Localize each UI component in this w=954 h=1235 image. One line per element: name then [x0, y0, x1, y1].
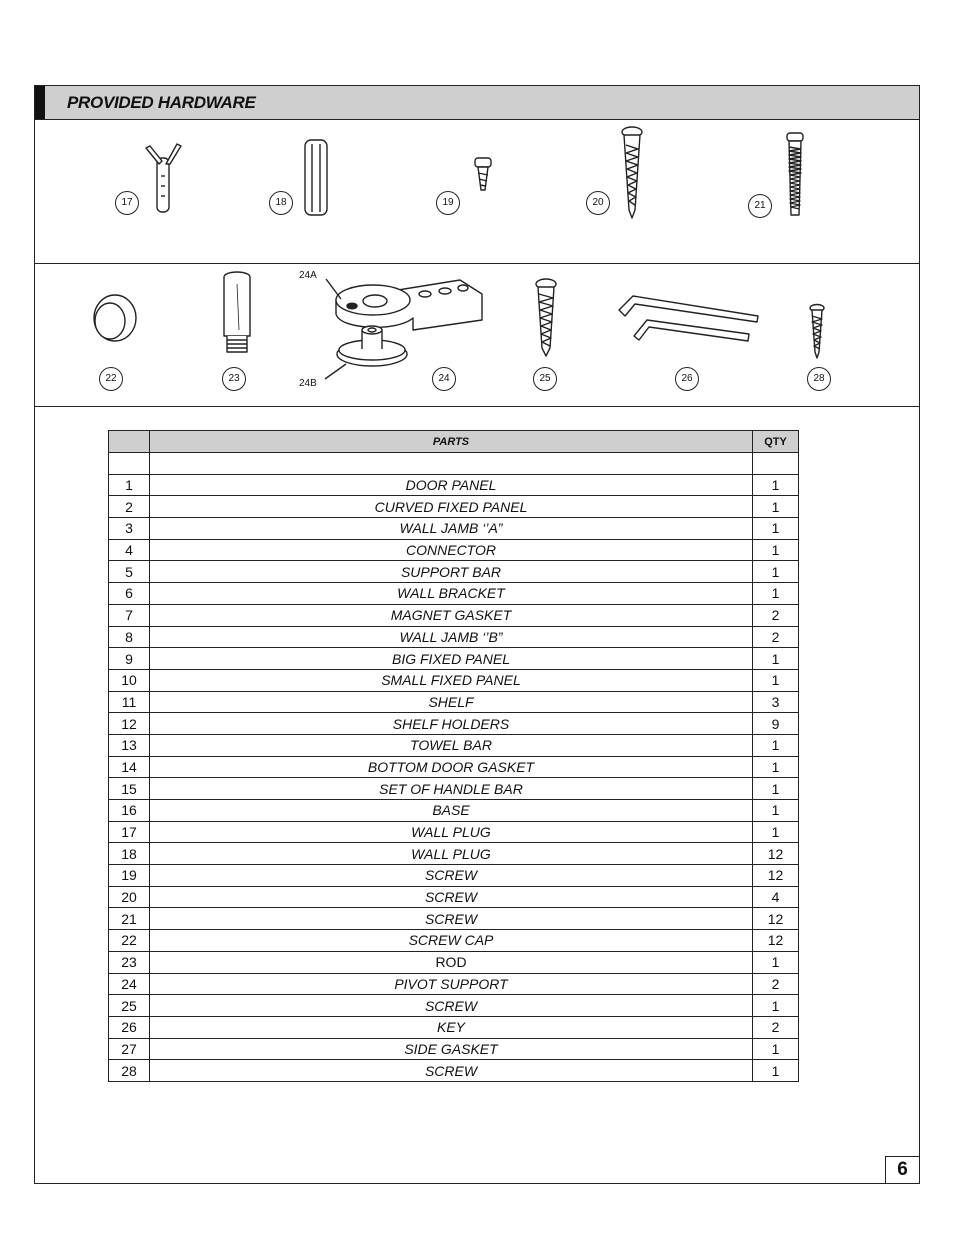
part-number-cell: 17 — [109, 821, 150, 843]
part-qty-cell: 4 — [753, 886, 799, 908]
section-title: PROVIDED HARDWARE — [67, 93, 256, 112]
table-row — [109, 973, 799, 995]
part-qty-cell: 1 — [753, 561, 799, 583]
screw-28-icon — [810, 305, 824, 359]
part-qty-cell: 1 — [753, 648, 799, 670]
part-name-cell: SCREW — [150, 908, 753, 930]
table-row — [109, 865, 799, 887]
blank-cell — [109, 453, 150, 475]
part-number-cell: 10 — [109, 669, 150, 691]
part-name-cell: SET OF HANDLE BAR — [150, 778, 753, 800]
rod-23-icon — [224, 272, 250, 352]
part-qty-cell: 1 — [753, 995, 799, 1017]
part-qty-cell: 1 — [753, 474, 799, 496]
parts-table — [108, 430, 799, 1082]
part-qty-cell: 2 — [753, 1016, 799, 1038]
table-row — [109, 821, 799, 843]
blank-cell — [150, 453, 753, 475]
table-row — [109, 756, 799, 778]
table-row — [109, 908, 799, 930]
part-callout-23: 23 — [222, 367, 246, 391]
wall-plug-18-icon — [305, 140, 327, 215]
part-callout-26: 26 — [675, 367, 699, 391]
part-name-cell: CURVED FIXED PANEL — [150, 496, 753, 518]
part-callout-21: 21 — [748, 194, 772, 218]
part-name-cell: SHELF — [150, 691, 753, 713]
part-number-cell: 8 — [109, 626, 150, 648]
part-name-cell: MAGNET GASKET — [150, 604, 753, 626]
table-row — [109, 800, 799, 822]
part-name-cell: WALL BRACKET — [150, 583, 753, 605]
part-number-cell: 24 — [109, 973, 150, 995]
screw-25-icon — [536, 279, 556, 356]
part-number-cell: 18 — [109, 843, 150, 865]
part-name-cell: BOTTOM DOOR GASKET — [150, 756, 753, 778]
table-row — [109, 604, 799, 626]
part-qty-cell: 1 — [753, 1038, 799, 1060]
part-name-cell: SCREW — [150, 886, 753, 908]
table-row — [109, 496, 799, 518]
part-number-cell: 13 — [109, 734, 150, 756]
part-number-cell: 14 — [109, 756, 150, 778]
blank-cell — [753, 453, 799, 475]
part-qty-cell: 3 — [753, 691, 799, 713]
part-qty-cell: 1 — [753, 583, 799, 605]
part-callout-28: 28 — [807, 367, 831, 391]
part-qty-cell: 1 — [753, 951, 799, 973]
part-name-cell: SCREW CAP — [150, 930, 753, 952]
part-number-cell: 16 — [109, 800, 150, 822]
parts-table-body — [109, 453, 799, 1082]
part-qty-cell: 1 — [753, 734, 799, 756]
part-qty-cell: 12 — [753, 865, 799, 887]
part-qty-cell: 1 — [753, 496, 799, 518]
part-number-cell: 20 — [109, 886, 150, 908]
part-qty-cell: 12 — [753, 843, 799, 865]
parts-table-header — [109, 431, 799, 453]
table-row — [109, 951, 799, 973]
part-qty-cell: 2 — [753, 604, 799, 626]
header-number — [109, 431, 150, 453]
part-name-cell: BIG FIXED PANEL — [150, 648, 753, 670]
page-number: 6 — [885, 1156, 920, 1184]
callout-label-24a: 24A — [299, 270, 317, 281]
part-qty-cell: 1 — [753, 669, 799, 691]
screw-20-icon — [622, 127, 642, 218]
part-number-cell: 12 — [109, 713, 150, 735]
table-row — [109, 734, 799, 756]
section-header — [35, 86, 919, 120]
pivot-support-24-icon — [325, 279, 482, 379]
table-row — [109, 1038, 799, 1060]
part-qty-cell: 1 — [753, 539, 799, 561]
part-qty-cell: 1 — [753, 800, 799, 822]
part-name-cell: DOOR PANEL — [150, 474, 753, 496]
hardware-row-2-drawings — [35, 264, 921, 407]
table-row — [109, 886, 799, 908]
part-name-cell: SHELF HOLDERS — [150, 713, 753, 735]
table-row — [109, 930, 799, 952]
part-number-cell: 5 — [109, 561, 150, 583]
part-number-cell: 27 — [109, 1038, 150, 1060]
part-name-cell: SCREW — [150, 995, 753, 1017]
part-number-cell: 19 — [109, 865, 150, 887]
table-row-blank — [109, 453, 799, 475]
part-qty-cell: 1 — [753, 756, 799, 778]
part-number-cell: 9 — [109, 648, 150, 670]
part-number-cell: 21 — [109, 908, 150, 930]
part-qty-cell: 2 — [753, 973, 799, 995]
part-name-cell: WALL PLUG — [150, 821, 753, 843]
part-name-cell: SCREW — [150, 865, 753, 887]
table-row — [109, 995, 799, 1017]
part-number-cell: 4 — [109, 539, 150, 561]
part-name-cell: CONNECTOR — [150, 539, 753, 561]
table-row — [109, 1060, 799, 1082]
part-number-cell: 7 — [109, 604, 150, 626]
table-row — [109, 691, 799, 713]
part-name-cell: SMALL FIXED PANEL — [150, 669, 753, 691]
part-callout-25: 25 — [533, 367, 557, 391]
part-name-cell: WALL PLUG — [150, 843, 753, 865]
part-callout-22: 22 — [99, 367, 123, 391]
table-row — [109, 713, 799, 735]
part-number-cell: 15 — [109, 778, 150, 800]
table-row — [109, 561, 799, 583]
part-qty-cell: 9 — [753, 713, 799, 735]
table-row — [109, 669, 799, 691]
hardware-row-1-drawings — [35, 120, 921, 264]
part-name-cell: SUPPORT BAR — [150, 561, 753, 583]
part-number-cell: 28 — [109, 1060, 150, 1082]
table-row — [109, 474, 799, 496]
part-callout-24: 24 — [432, 367, 456, 391]
part-name-cell: SIDE GASKET — [150, 1038, 753, 1060]
table-row — [109, 648, 799, 670]
table-row — [109, 583, 799, 605]
table-row — [109, 843, 799, 865]
wall-plug-17-icon — [146, 144, 181, 212]
part-callout-20: 20 — [586, 191, 610, 215]
screw-cap-22-icon — [94, 295, 136, 341]
part-qty-cell: 12 — [753, 908, 799, 930]
table-row — [109, 626, 799, 648]
part-qty-cell: 12 — [753, 930, 799, 952]
part-qty-cell: 1 — [753, 1060, 799, 1082]
part-name-cell: WALL JAMB ‘’B” — [150, 626, 753, 648]
part-qty-cell: 1 — [753, 518, 799, 540]
part-callout-19: 19 — [436, 191, 460, 215]
header-parts: PARTS — [150, 431, 753, 453]
part-number-cell: 25 — [109, 995, 150, 1017]
part-number-cell: 23 — [109, 951, 150, 973]
part-name-cell: PIVOT SUPPORT — [150, 973, 753, 995]
callout-label-24b: 24B — [299, 378, 317, 389]
table-row — [109, 539, 799, 561]
part-name-cell: BASE — [150, 800, 753, 822]
header-accent-bar — [35, 86, 45, 119]
screw-21-icon — [787, 133, 803, 215]
part-name-cell: SCREW — [150, 1060, 753, 1082]
hardware-row-2 — [35, 264, 919, 407]
part-number-cell: 11 — [109, 691, 150, 713]
part-number-cell: 3 — [109, 518, 150, 540]
header-qty: QTY — [753, 431, 799, 453]
hardware-row-1 — [35, 120, 919, 264]
part-qty-cell: 2 — [753, 626, 799, 648]
table-row — [109, 1016, 799, 1038]
part-number-cell: 22 — [109, 930, 150, 952]
hardware-page-frame — [34, 85, 920, 1184]
part-number-cell: 1 — [109, 474, 150, 496]
part-qty-cell: 1 — [753, 821, 799, 843]
hex-key-26-icon — [619, 296, 758, 341]
part-name-cell: KEY — [150, 1016, 753, 1038]
part-name-cell: TOWEL BAR — [150, 734, 753, 756]
screw-19-icon — [475, 158, 491, 190]
part-name-cell: ROD — [150, 951, 753, 973]
part-number-cell: 2 — [109, 496, 150, 518]
part-callout-17: 17 — [115, 191, 139, 215]
part-number-cell: 26 — [109, 1016, 150, 1038]
table-row — [109, 778, 799, 800]
part-callout-18: 18 — [269, 191, 293, 215]
table-row — [109, 518, 799, 540]
part-name-cell: WALL JAMB ‘’A” — [150, 518, 753, 540]
part-qty-cell: 1 — [753, 778, 799, 800]
part-number-cell: 6 — [109, 583, 150, 605]
